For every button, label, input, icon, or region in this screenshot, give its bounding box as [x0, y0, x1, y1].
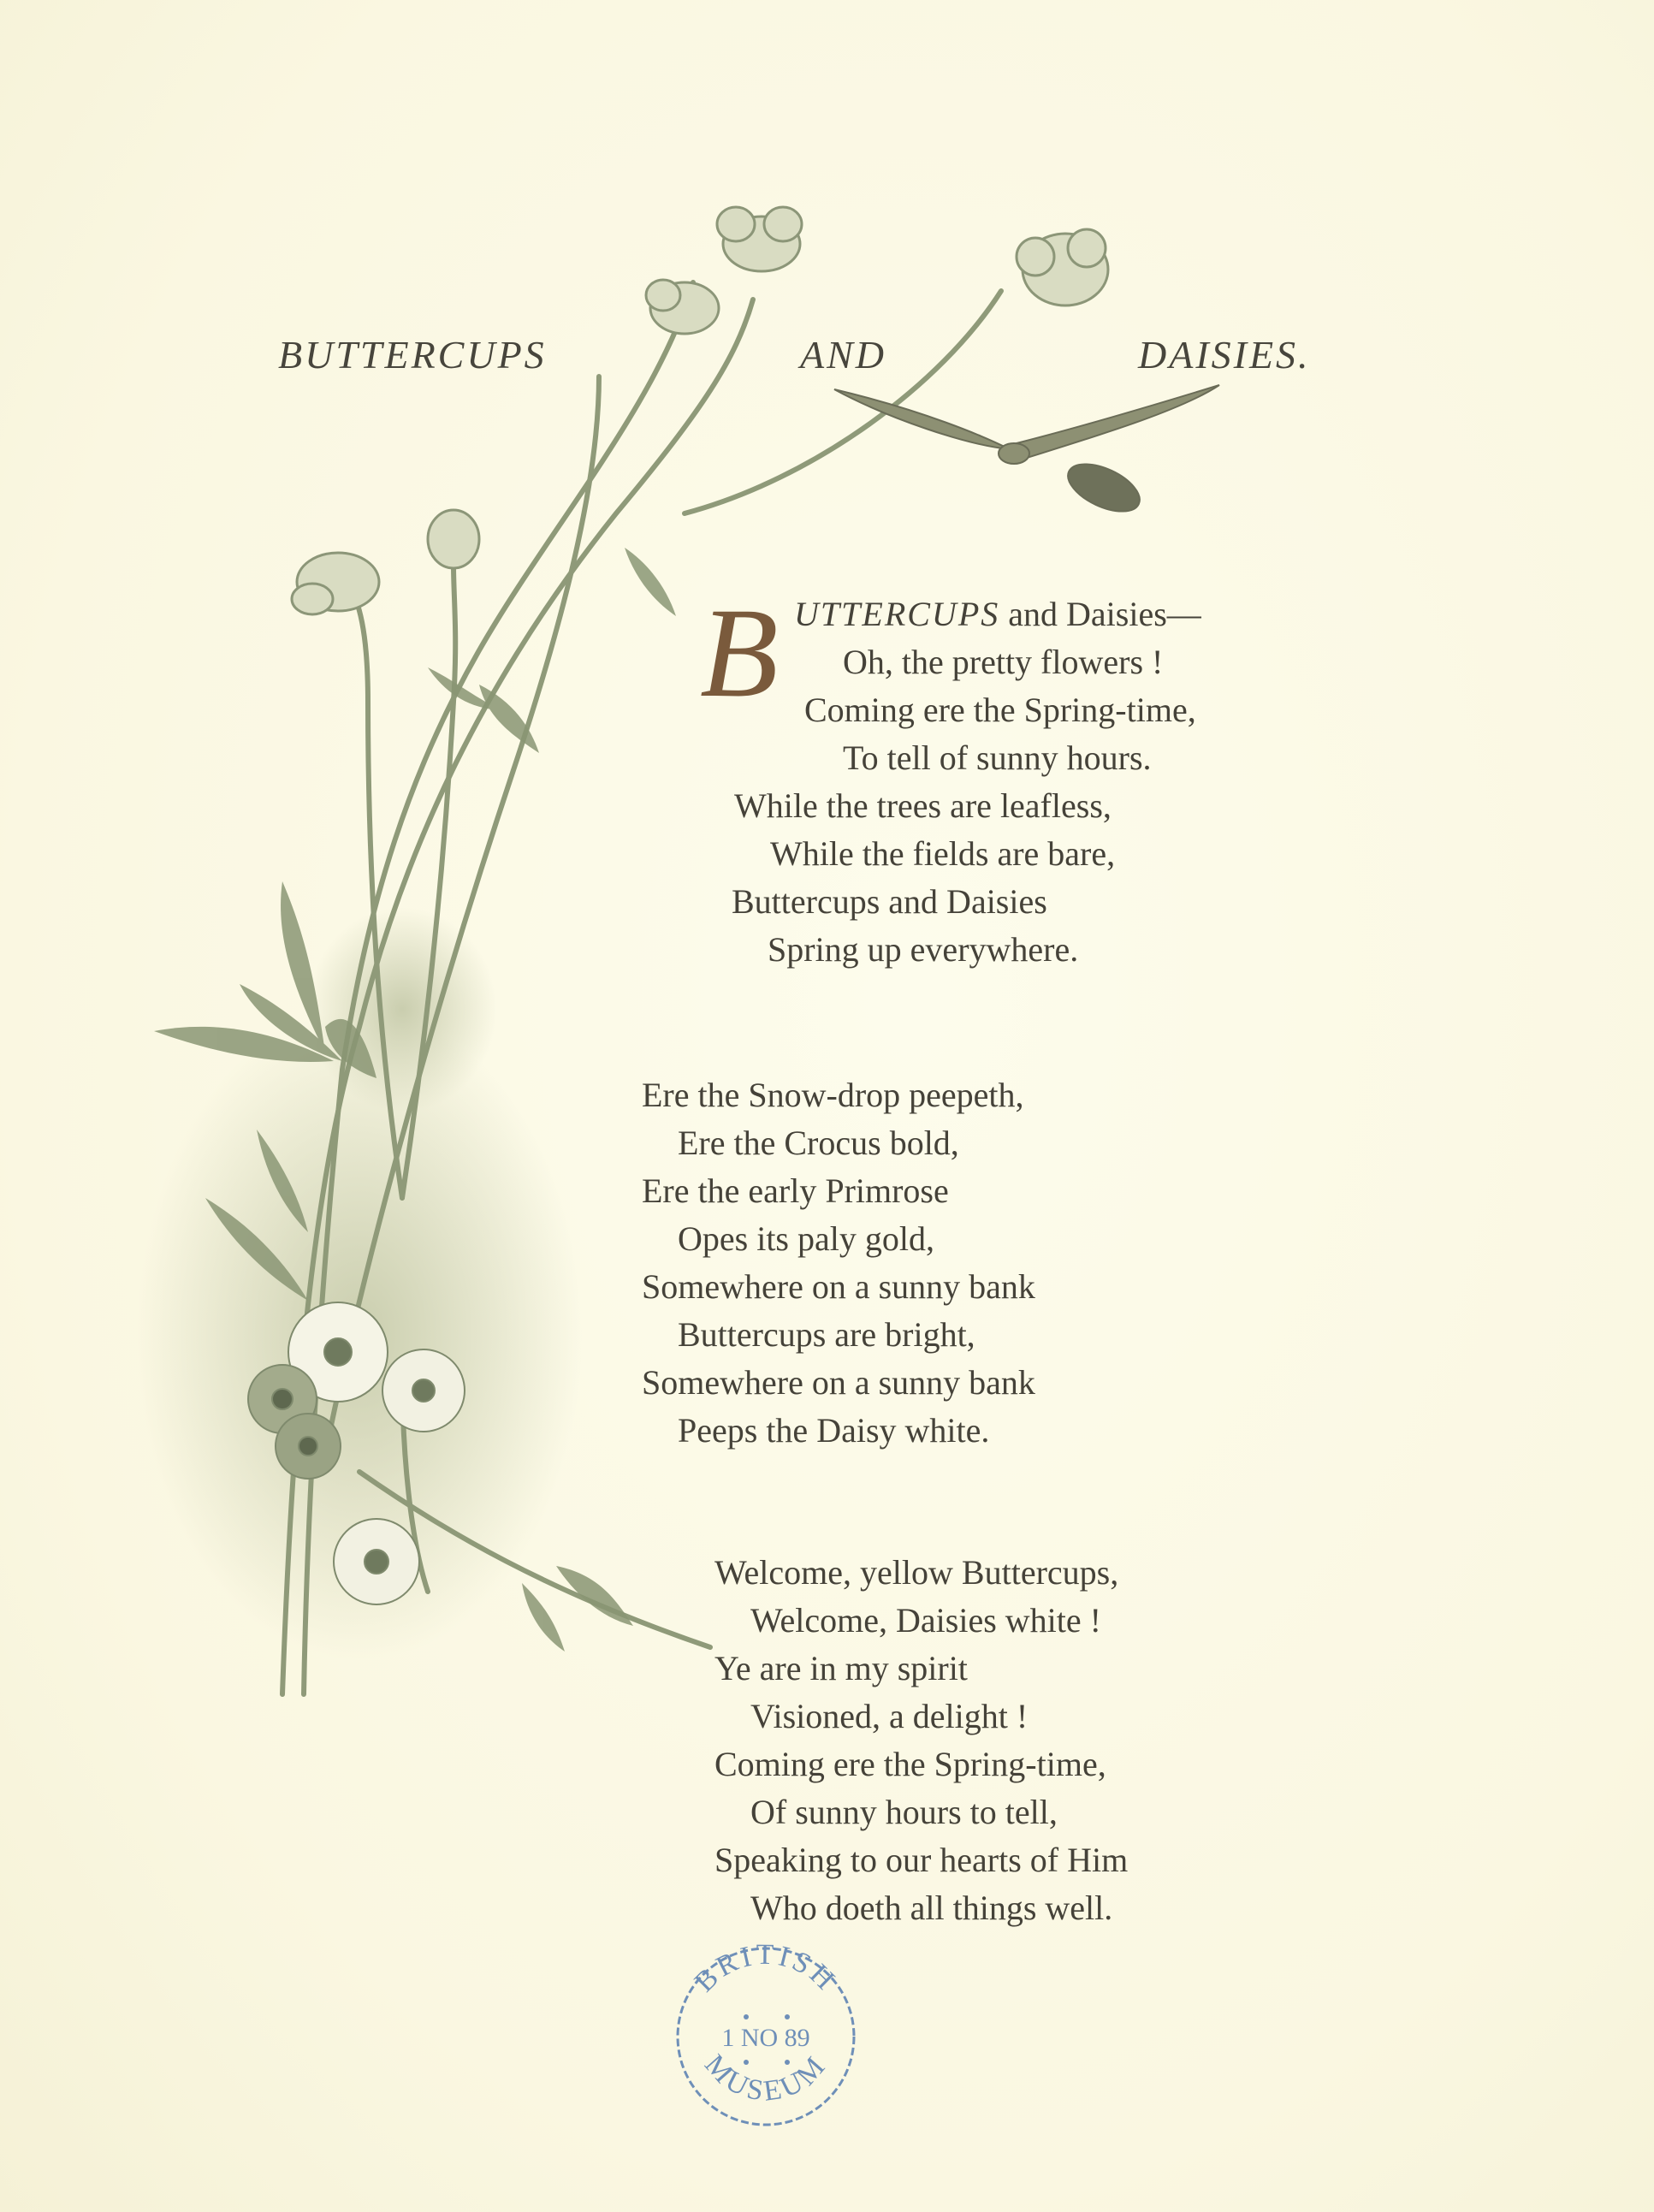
stanza-line: Who doeth all things well.	[750, 1889, 1113, 1927]
stamp-top-text: BRITISH	[688, 1938, 844, 1999]
title-word-and: AND	[800, 333, 886, 377]
moth	[834, 385, 1219, 521]
stanza-line: To tell of sunny hours.	[843, 738, 1152, 777]
stanza-line: Buttercups are bright,	[678, 1315, 975, 1354]
stanza-line: Peeps the Daisy white.	[678, 1411, 990, 1450]
stanza-line: Ere the early Primrose	[642, 1171, 949, 1210]
stanza-2	[642, 1071, 1035, 1455]
stamp-date: 1 NO 89	[721, 2024, 810, 2052]
stanza-line: Buttercups and Daisies	[732, 882, 1047, 921]
stanza-line: Speaking to our hearts of Him	[714, 1841, 1129, 1879]
svg-text:MUSEUM	[698, 2049, 833, 2108]
stanza-line: Coming ere the Spring-time,	[804, 691, 1196, 729]
title-word-daisies: DAISIES.	[1138, 333, 1311, 377]
stanza-line: Welcome, yellow Buttercups,	[714, 1553, 1119, 1592]
stanza-1	[732, 638, 1196, 974]
first-line-caps: UTTERCUPS	[794, 595, 1000, 633]
stanza-line: Somewhere on a sunny bank	[642, 1363, 1035, 1402]
stanza-line: Coming ere the Spring-time,	[714, 1745, 1106, 1783]
stanza-line: Ere the Snow-drop peepeth,	[642, 1076, 1024, 1114]
stanza-line: Opes its paly gold,	[678, 1219, 934, 1258]
stanza-line: While the trees are leafless,	[734, 786, 1112, 825]
stamp-bottom-text: MUSEUM	[698, 2049, 833, 2108]
british-museum-stamp	[667, 1938, 864, 2135]
stanza-line: Oh, the pretty flowers !	[843, 643, 1164, 681]
stanza-line: Spring up everywhere.	[768, 930, 1079, 969]
stanza-line: Somewhere on a sunny bank	[642, 1267, 1035, 1306]
stanza-line: Ere the Crocus bold,	[678, 1124, 959, 1162]
stanza-line: Of sunny hours to tell,	[750, 1793, 1058, 1831]
stanza-line: Welcome, Daisies white !	[750, 1601, 1101, 1640]
stanza-line: Visioned, a delight !	[750, 1697, 1029, 1735]
drop-cap: B	[700, 582, 779, 724]
poem-first-line	[794, 590, 1201, 638]
stanza-line: Ye are in my spirit	[714, 1649, 968, 1687]
stanza-3	[714, 1549, 1128, 1932]
title-word-buttercups: BUTTERCUPS	[278, 333, 547, 377]
stanza-line: While the fields are bare,	[770, 834, 1116, 873]
first-line-rest: and Daisies—	[999, 595, 1201, 633]
svg-text:BRITISH	[689, 1939, 843, 1998]
